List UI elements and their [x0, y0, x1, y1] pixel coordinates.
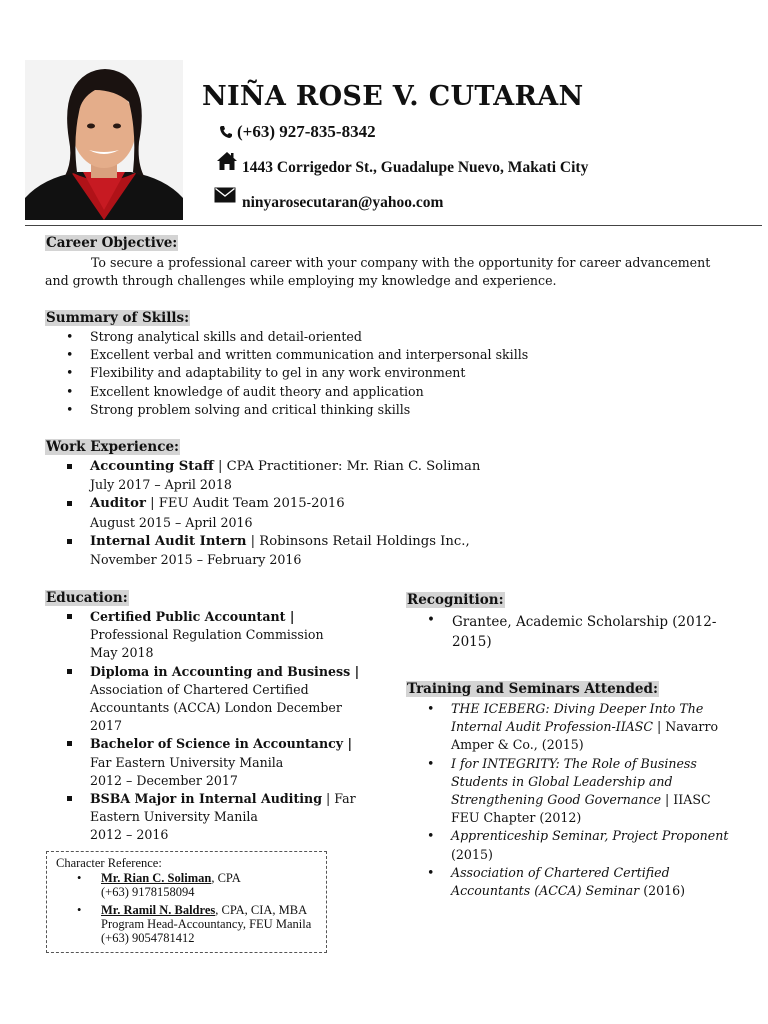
training-org: | IIASC — [661, 792, 711, 808]
work-item — [45, 533, 480, 551]
education-detail: May 2018 — [90, 645, 154, 661]
education-item — [45, 790, 359, 808]
skill-item: • Strong problem solving and critical thinking skills — [45, 401, 528, 419]
work-item — [45, 458, 480, 476]
education-detail: Accountants (ACCA) London December — [90, 700, 342, 716]
mail-icon — [214, 187, 236, 203]
career-objective-line1: To secure a professional career with your company with the opportunity for career advancement — [91, 255, 711, 270]
work-org: | FEU Audit Team 2015-2016 — [145, 496, 345, 512]
education-degree-suffix: | Far — [322, 791, 356, 807]
character-reference-box — [46, 851, 327, 953]
recognition-line: Grantee, Academic Scholarship (2012- — [452, 614, 717, 630]
skills-heading: Summary of Skills: — [46, 310, 190, 326]
reference-position: Program Head-Accountancy, FEU Manila — [101, 917, 312, 931]
home-icon — [216, 151, 238, 171]
skill-item: • Excellent verbal and written communication and interpersonal skills — [45, 346, 528, 364]
training-detail: (2015) — [451, 846, 493, 862]
training-italic: Strengthening Good Governance — [451, 792, 662, 808]
candidate-name: NIÑA ROSE V. CUTARAN — [202, 81, 584, 112]
education-list — [45, 608, 359, 845]
training-detail — [406, 791, 728, 809]
work-item — [45, 495, 480, 513]
work-dates: November 2015 – February 2016 — [90, 552, 302, 568]
education-degree: BSBA Major in Internal Auditing — [90, 791, 323, 807]
training-item: • I for INTEGRITY: The Role of Business — [406, 755, 728, 773]
training-italic: Internal Audit Profession-IIASC — [451, 719, 654, 735]
reference-bullet: • — [77, 871, 82, 885]
reference-creds: , CPA, CIA, MBA — [215, 903, 308, 917]
training-org: (2016) — [639, 883, 686, 899]
training-heading: Training and Seminars Attended: — [407, 681, 658, 697]
training-detail — [406, 718, 728, 736]
recognition-line: 2015) — [452, 634, 492, 650]
skills-list — [45, 328, 528, 419]
education-detail: Association of Chartered Certified — [90, 681, 309, 697]
education-detail: 2012 – 2016 — [90, 827, 169, 843]
education-detail: Professional Regulation Commission — [90, 627, 324, 643]
reference-phone: (+63) 9054781412 — [101, 931, 195, 945]
recognition-bullet: • — [427, 612, 435, 628]
training-item: • THE ICEBERG: Diving Deeper Into The — [406, 700, 728, 718]
profile-photo-portrait — [25, 60, 183, 220]
work-role: Internal Audit Intern — [90, 533, 247, 549]
skill-item: • Flexibility and adaptability to gel in any work environment — [45, 364, 528, 382]
reference-creds: , CPA — [211, 871, 241, 885]
work-org: | CPA Practitioner: Mr. Rian C. Soliman — [213, 459, 481, 474]
training-detail: Students in Global Leadership and — [451, 773, 673, 789]
training-item: • Association of Chartered Certified — [406, 864, 728, 882]
work-experience-list — [45, 458, 480, 569]
training-org: | Navarro — [653, 719, 719, 735]
work-org: | Robinsons Retail Holdings Inc., — [246, 533, 470, 549]
profile-photo — [25, 60, 183, 220]
recognition-heading: Recognition: — [407, 592, 504, 608]
reference-item — [101, 871, 241, 885]
work-dates: July 2017 – April 2018 — [90, 477, 232, 493]
training-italic: Accountants (ACCA) Seminar — [451, 883, 640, 899]
reference-item — [101, 903, 307, 917]
training-list — [406, 700, 728, 900]
education-heading: Education: — [46, 590, 128, 606]
reference-name: Mr. Rian C. Soliman — [101, 871, 212, 885]
header-divider — [25, 225, 762, 226]
education-item: Certified Public Accountant | — [45, 608, 359, 626]
skill-item: • Excellent knowledge of audit theory and application — [45, 383, 528, 401]
work-experience-heading: Work Experience: — [46, 439, 180, 455]
education-detail: 2012 – December 2017 — [90, 772, 238, 788]
training-item: • Apprenticeship Seminar, Project Proponent — [406, 827, 728, 845]
training-detail: Amper & Co., (2015) — [451, 737, 584, 753]
reference-phone: (+63) 9178158094 — [101, 885, 195, 899]
work-dates: August 2015 – April 2016 — [90, 514, 253, 530]
reference-name: Mr. Ramil N. Baldres — [101, 903, 216, 917]
education-item: Diploma in Accounting and Business | — [45, 663, 359, 681]
education-detail: 2017 — [90, 718, 123, 734]
home-address: 1443 Corrigedor St., Guadalupe Nuevo, Makati City — [242, 159, 589, 176]
training-detail — [406, 882, 728, 900]
career-objective-heading: Career Objective: — [46, 235, 178, 251]
career-objective-line2: and growth through challenges while employing my knowledge and experience. — [45, 273, 557, 288]
work-role: Accounting Staff — [90, 459, 214, 474]
education-item: Bachelor of Science in Accountancy | — [45, 735, 359, 753]
reference-bullet: • — [77, 903, 82, 917]
phone-number[interactable]: (+63) 927-835-8342 — [237, 122, 376, 141]
education-detail: Far Eastern University Manila — [90, 754, 284, 770]
training-detail: FEU Chapter (2012) — [451, 810, 582, 826]
work-role: Auditor — [90, 496, 146, 512]
email-address[interactable]: ninyarosecutaran@yahoo.com — [242, 194, 444, 211]
character-reference-heading: Character Reference: — [56, 856, 162, 870]
phone-icon — [219, 124, 235, 140]
skill-item: • Strong analytical skills and detail-oriented — [45, 328, 528, 346]
education-detail: Eastern University Manila — [90, 809, 258, 825]
recognition-item — [452, 612, 716, 652]
